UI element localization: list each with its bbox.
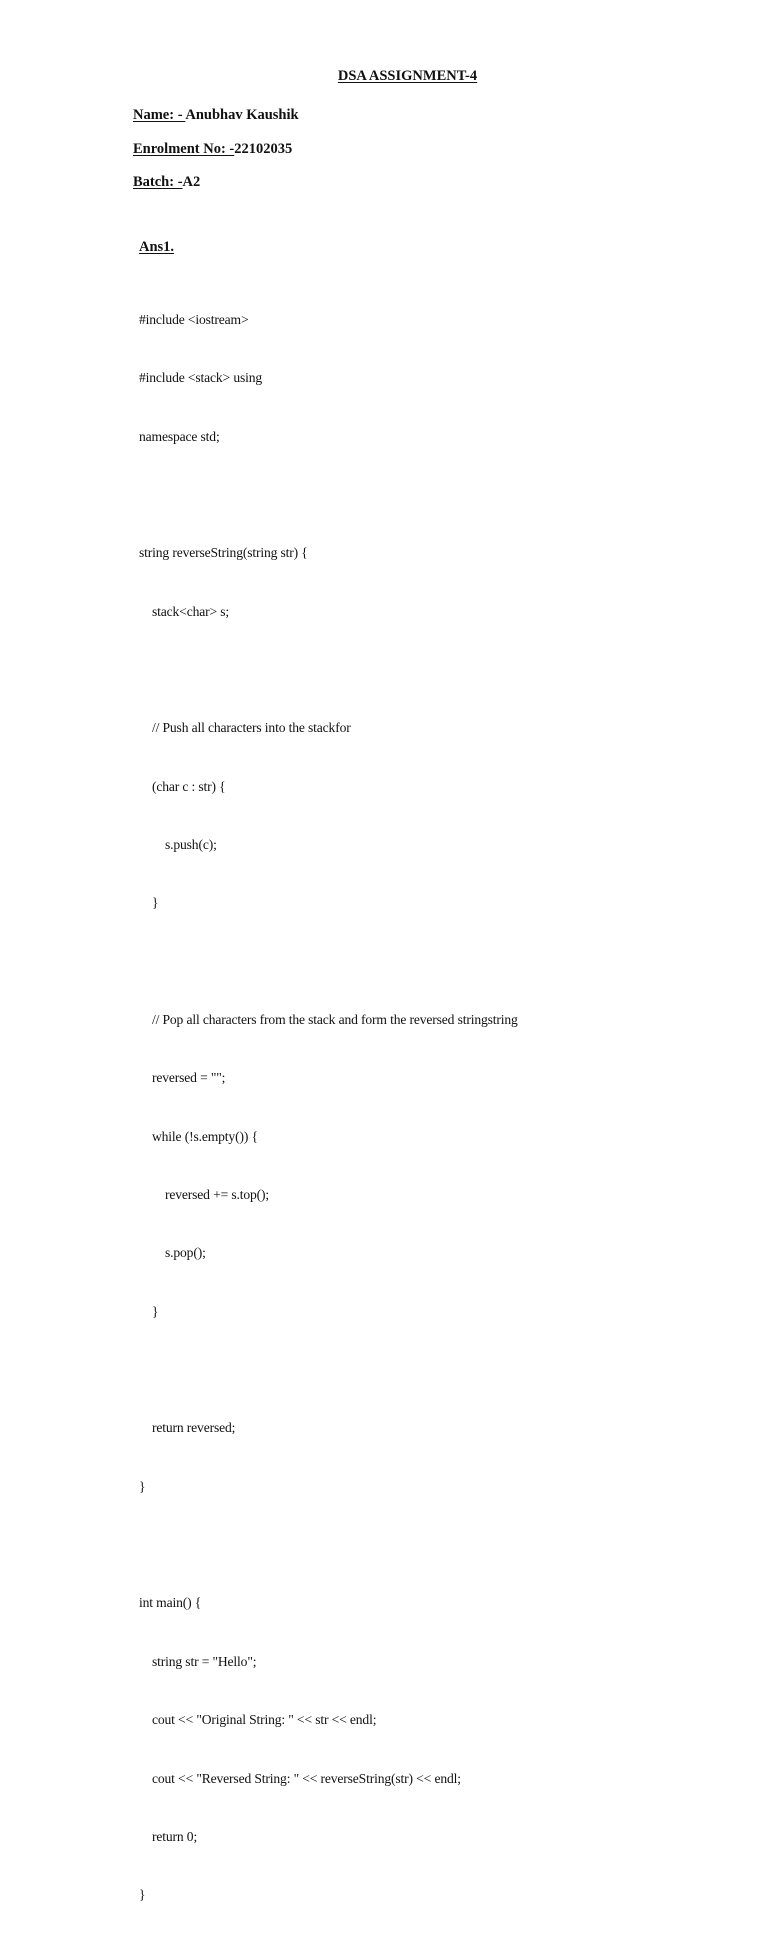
code-line — [139, 660, 518, 679]
code-line: string reverseString(string str) { — [139, 545, 308, 561]
code-line: (char c : str) { — [139, 778, 226, 794]
code-line: string str = "Hello"; — [139, 1653, 257, 1669]
code-line: reversed += s.top(); — [139, 1187, 270, 1203]
code-line — [139, 1535, 518, 1554]
code-line: // Pop all characters from the stack and form the reversed stringstring — [139, 1012, 518, 1028]
batch-label: Batch: - — [133, 174, 183, 190]
code-line: } — [139, 895, 159, 911]
code-line: cout << "Original String: " << str << endl; — [139, 1712, 377, 1728]
code-line: cout << "Reversed String: " << reverseString(str) << endl; — [139, 1770, 461, 1786]
batch-value: A2 — [182, 174, 201, 190]
enrolment-line — [133, 141, 292, 158]
batch-line — [133, 174, 200, 191]
code-line: reversed = ""; — [139, 1070, 226, 1086]
code-line: return reversed; — [139, 1420, 236, 1436]
code-line: } — [139, 1887, 146, 1903]
code-line: } — [139, 1478, 146, 1494]
document-title: DSA ASSIGNMENT-4 — [337, 68, 478, 84]
code-block — [139, 271, 518, 1944]
code-line: int main() { — [139, 1595, 202, 1611]
code-line: while (!s.empty()) { — [139, 1128, 258, 1144]
code-line — [139, 485, 518, 504]
code-line: #include <stack> using — [139, 370, 263, 386]
code-line: } — [139, 1303, 159, 1319]
enrolment-label: Enrolment No: - — [133, 141, 235, 157]
code-line: s.pop(); — [139, 1245, 206, 1261]
name-line — [133, 107, 299, 124]
name-value: Anubhav Kaushik — [185, 107, 299, 123]
answer-heading: Ans1. — [139, 239, 175, 255]
name-label: Name: - — [133, 107, 186, 123]
enrolment-value: 22102035 — [234, 141, 293, 157]
code-line: #include <iostream> — [139, 311, 249, 327]
code-line: // Push all characters into the stackfor — [139, 720, 351, 736]
code-line: namespace std; — [139, 428, 220, 444]
code-line: s.push(c); — [139, 837, 217, 852]
code-line — [139, 1360, 518, 1379]
code-line — [139, 952, 518, 971]
code-line: return 0; — [139, 1828, 198, 1844]
code-line: stack<char> s; — [139, 603, 230, 619]
